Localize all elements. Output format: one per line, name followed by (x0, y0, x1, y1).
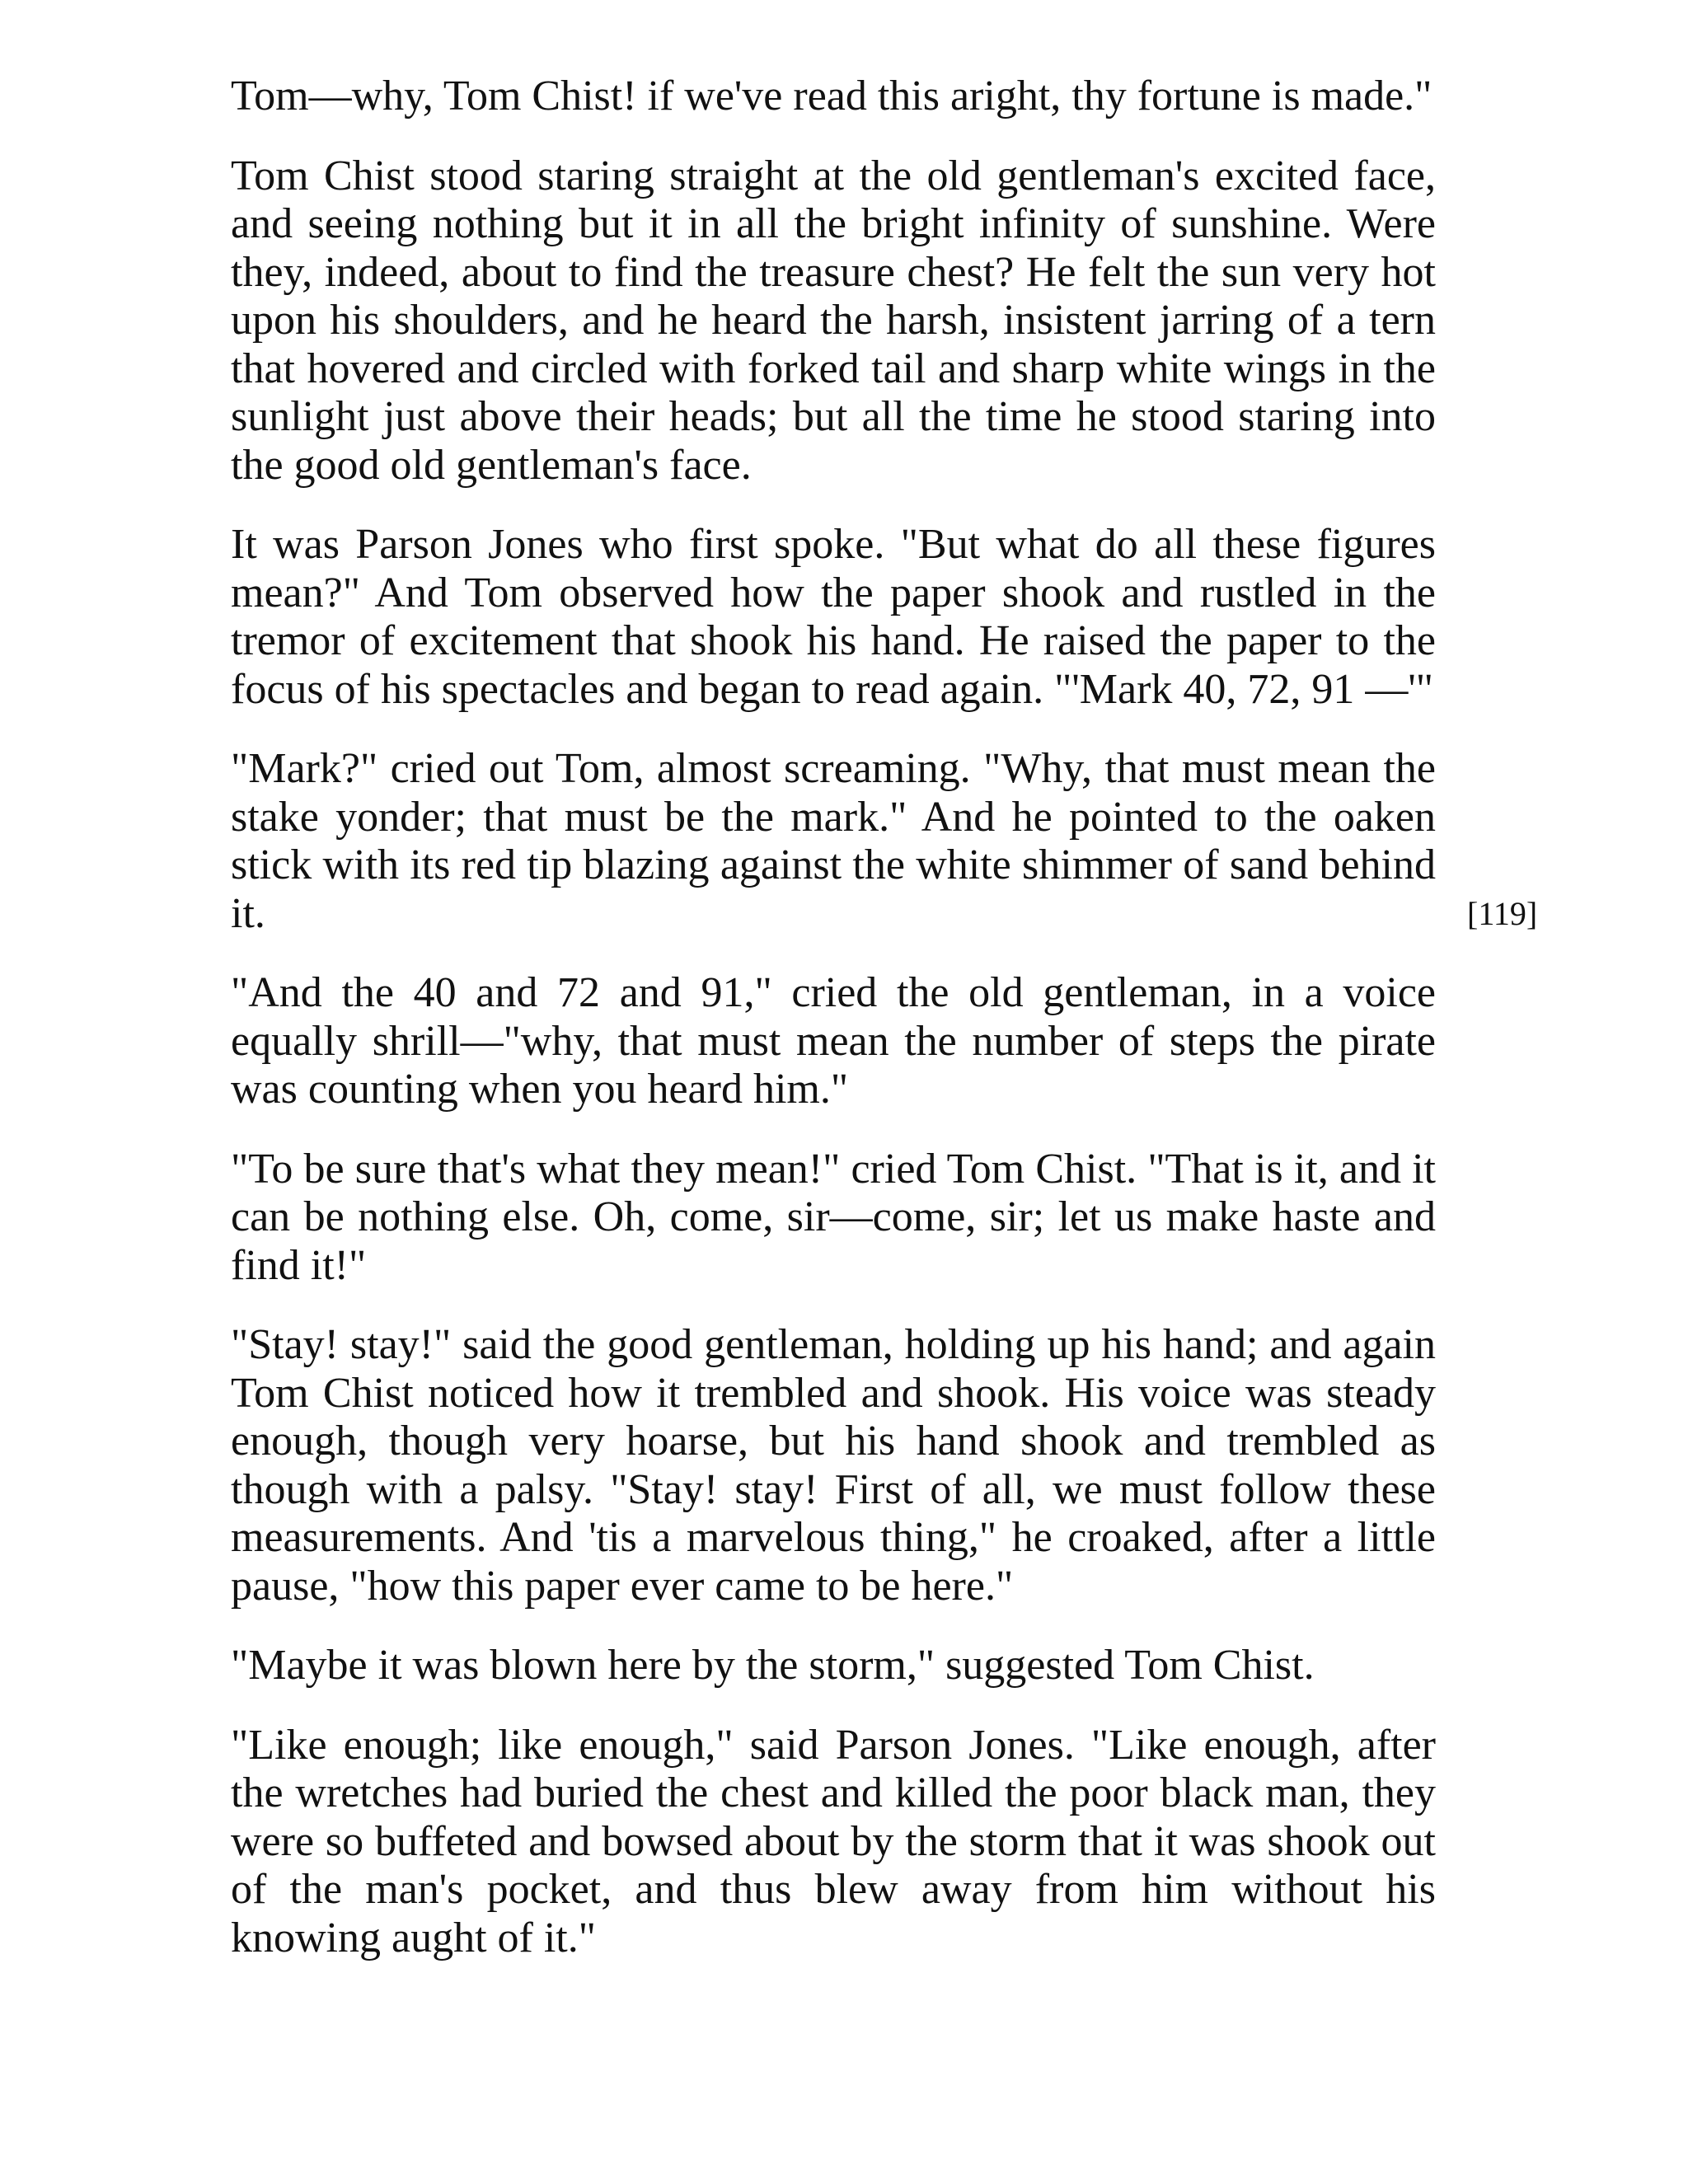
paragraph: "To be sure that's what they mean!" cried Tom Chist. "That is it, and it can be nothing else. Oh, come, sir—come, sir; let us make haste and find it!" (231, 1145, 1436, 1289)
paragraph: Tom Chist stood staring straight at the old gentleman's excited face, and seeing nothing but it in all the bright infinity of sunshine. Were they, indeed, about to find the treasure chest? He felt the sun very hot upon his shoulders, and he heard the harsh, insistent jarring of a tern that hovered and circled with forked tail and sharp white wings in the sunlight just above their heads; but all the time he stood staring into the good old gentleman's face. (231, 152, 1436, 489)
paragraph: It was Parson Jones who first spoke. "But what do all these figures mean?" And Tom observed how the paper shook and rustled in the tremor of excitement that shook his hand. He raised the paper to the focus of his spectacles and began to read again. "'Mark 40, 72, 91 —'" (231, 521, 1436, 713)
paragraph: "Stay! stay!" said the good gentleman, holding up his hand; and again Tom Chist noticed how it trembled and shook. His voice was steady enough, though very hoarse, but his hand shook and trembled as though with a palsy. "Stay! stay! First of all, we must follow these measurements. And 'tis a marvelous thing," he croaked, after a little pause, "how this paper ever came to be here." (231, 1321, 1436, 1610)
paragraph: "Mark?" cried out Tom, almost screaming. "Why, that must mean the stake yonder; that must be the mark." And he pointed to the oaken stick with its red tip blazing against the white shimmer of sand behind it. (231, 745, 1436, 937)
paragraph: "And the 40 and 72 and 91," cried the old gentleman, in a voice equally shrill—"why, that must mean the number of steps the pirate was counting when you heard him." (231, 969, 1436, 1113)
paragraph: "Like enough; like enough," said Parson Jones. "Like enough, after the wretches had buried the chest and killed the poor black man, they were so buffeted and bowsed about by the storm that it was shook out of the man's pocket, and thus blew away from him without his knowing aught of it." (231, 1721, 1436, 1961)
page-body (231, 73, 1436, 1994)
page-number: [119] (1467, 895, 1538, 932)
paragraph: Tom—why, Tom Chist! if we've read this aright, thy fortune is made." (231, 73, 1432, 120)
paragraph: "Maybe it was blown here by the storm," suggested Tom Chist. (231, 1642, 1315, 1689)
